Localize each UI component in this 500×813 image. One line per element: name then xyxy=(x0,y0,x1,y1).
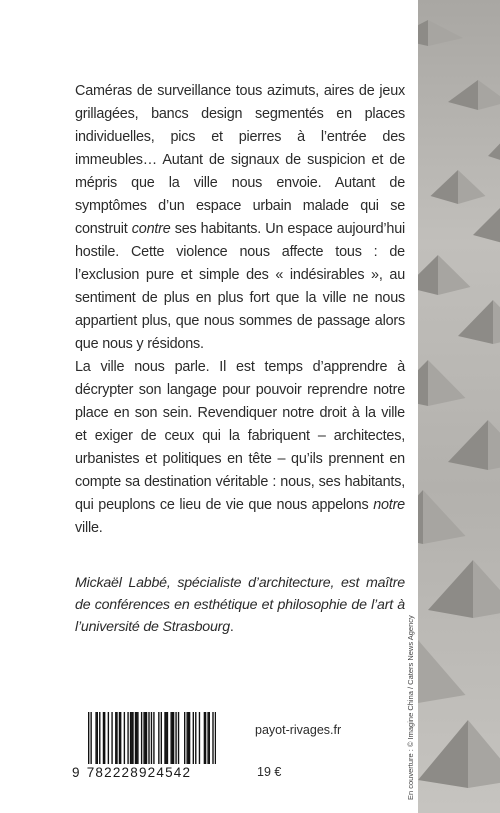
barcode-bar xyxy=(215,712,216,764)
pyramid-light xyxy=(468,720,500,788)
barcode-bar xyxy=(108,712,109,764)
barcode-bar xyxy=(172,712,173,764)
photo-credit: En couverture : © Imagine China / Caters News Agency xyxy=(406,615,415,800)
pyramid-shade xyxy=(418,255,438,295)
pyramid-light xyxy=(458,170,486,204)
barcode-bar xyxy=(204,712,205,764)
barcode-bar xyxy=(146,712,147,764)
barcode-bar xyxy=(116,712,117,764)
barcode-bar xyxy=(195,712,196,764)
publisher-website: payot-rivages.fr xyxy=(255,723,342,737)
barcode-bar xyxy=(184,712,185,764)
barcode-bar xyxy=(164,712,165,764)
pyramid-shade xyxy=(488,130,500,164)
pyramid-light xyxy=(428,20,463,46)
pyramid-shade xyxy=(431,170,459,204)
barcode-bar xyxy=(189,712,190,764)
barcode-bar xyxy=(119,712,120,764)
barcode-bar xyxy=(88,712,89,764)
barcode-bar xyxy=(90,712,91,764)
pyramid-light xyxy=(428,360,466,406)
barcode-bars xyxy=(88,712,216,764)
barcode-bar xyxy=(145,712,146,764)
pyramid-shade xyxy=(428,560,473,618)
barcode-bar xyxy=(205,712,206,764)
barcode-bar xyxy=(175,712,176,764)
concrete-pyramids-image xyxy=(418,0,500,813)
barcode-bar xyxy=(170,712,171,764)
blurb xyxy=(75,80,405,540)
barcode-bar xyxy=(132,712,133,764)
pyramid-shade xyxy=(418,490,423,544)
pyramid-shade xyxy=(418,720,468,788)
barcode-bar xyxy=(95,712,96,764)
pyramid-light xyxy=(418,640,466,703)
barcode-bar xyxy=(99,712,100,764)
blurb-paragraph-2: La ville nous parle. Il est temps d’apprendre à décrypter son langage pour pouvoir reprendre notre place en son sein. Revendiquer notre droit à la ville et exiger de ceux qui la fabriquent – architectes, urbanistes et politiques en tête – qu’ils prennent en compte sa destination véritable : nous, ses habitants, qui peuplons ce lieu de vie que nous appelons notre ville. xyxy=(75,359,405,536)
barcode-bar xyxy=(167,712,168,764)
pyramid-shade xyxy=(418,360,428,406)
barcode-bar xyxy=(151,712,152,764)
barcode-bar xyxy=(137,712,138,764)
pyramid-shade xyxy=(448,420,488,470)
barcode-bar xyxy=(193,712,194,764)
barcode-bar xyxy=(130,712,131,764)
barcode-bar xyxy=(153,712,154,764)
barcode-bar xyxy=(127,712,128,764)
barcode-bar xyxy=(148,712,149,764)
barcode-bar xyxy=(173,712,174,764)
pyramid-shade xyxy=(418,20,428,46)
barcode-bar xyxy=(103,712,104,764)
pyramid-light xyxy=(488,420,500,470)
price: 19 € xyxy=(257,765,282,779)
barcode-bar xyxy=(161,712,162,764)
pyramid-light xyxy=(473,560,500,618)
pyramid-shade xyxy=(448,80,478,110)
isbn-number: 9 782228924542 xyxy=(72,765,192,780)
barcode-bar xyxy=(104,712,105,764)
blurb-paragraph-1: Caméras de surveillance tous azimuts, aires de jeux grillagées, bancs design segmentés en places individuelles, pics et pierres à l’entrée des immeubles… Autant de signaux de suspicion et de mépris que la ville nous envoie. Autant de symptômes d’un espace urbain malade qui se construit contre ses habitants. Un espace aujourd’hui hostile. Cette violence nous affecte tous : de l’exclusion pure et simple des « indésirables », au sentiment de plus en plus fort que la ville ne nous appartient plus, que nous sommes de passage alors que nous y résidons. xyxy=(75,83,405,352)
barcode-bar xyxy=(136,712,137,764)
author-bio: Mickaël Labbé, spécialiste d’architecture, est maître de conférences en esthétique et philosophie de l’art à l’université de Strasbourg. xyxy=(75,575,405,635)
barcode-bar xyxy=(141,712,142,764)
barcode-bar xyxy=(131,712,132,764)
barcode-bar xyxy=(124,712,125,764)
barcode-bar xyxy=(120,712,121,764)
pyramid-light xyxy=(478,80,500,110)
barcode-bar xyxy=(186,712,187,764)
pyramid-shade xyxy=(458,300,493,344)
barcode-bar xyxy=(97,712,98,764)
pyramid-light xyxy=(423,490,466,544)
pyramid-light xyxy=(493,300,500,344)
barcode-bar xyxy=(115,712,116,764)
pyramid-light xyxy=(438,255,471,295)
barcode-bar xyxy=(166,712,167,764)
barcode-bar xyxy=(135,712,136,764)
barcode-bar xyxy=(111,712,112,764)
barcode-bar xyxy=(207,712,208,764)
barcode-bar xyxy=(209,712,210,764)
barcode-bar xyxy=(188,712,189,764)
barcode-bar xyxy=(212,712,213,764)
barcode-bar xyxy=(178,712,179,764)
barcode-bar xyxy=(158,712,159,764)
pyramid-shade xyxy=(473,205,500,243)
barcode-bar xyxy=(143,712,144,764)
barcode-bar xyxy=(199,712,200,764)
cover-photo-strip xyxy=(418,0,500,813)
